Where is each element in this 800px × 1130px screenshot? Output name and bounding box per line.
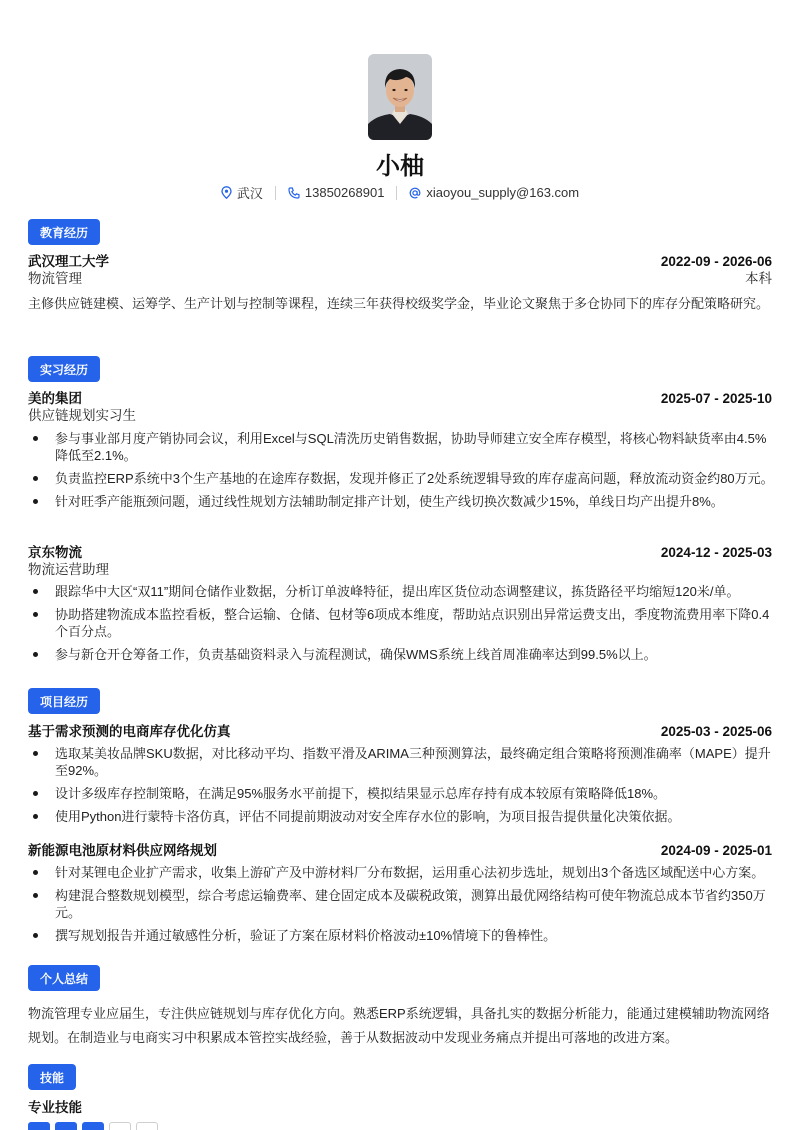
- summary-text: 物流管理专业应届生，专注供应链规划与库存优化方向。熟悉ERP系统逻辑，具备扎实的数据分析能力，能通过建模辅助物流网络规划。在制造业与电商实习中积累成本管控实战经验，善于从数据波动中发现业务痛点并提出可落地的改进方案。: [28, 1006, 770, 1045]
- list-item: 构建混合整数规划模型，综合考虑运输费率、建仓固定成本及碳税政策，测算出最优网络结构可使年物流总成本节省约350万元。: [28, 887, 774, 921]
- at-sign-icon: [409, 187, 421, 199]
- email-text[interactable]: xiaoyou_supply@163.com: [426, 185, 580, 200]
- internship-period: 2024-12 - 2025-03: [660, 545, 772, 560]
- internship-period: 2025-07 - 2025-10: [660, 391, 772, 406]
- skill-block-empty: [136, 1122, 158, 1130]
- contact-city: [209, 183, 275, 202]
- skill-block-filled: [28, 1122, 50, 1130]
- company-name: 美的集团: [28, 391, 82, 406]
- project-name: 基于需求预测的电商库存优化仿真: [28, 724, 231, 739]
- project-period: 2025-03 - 2025-06: [660, 724, 772, 739]
- education-description: 主修供应链建模、运筹学、生产计划与控制等课程，连续三年获得校级奖学金，毕业论文聚焦于多仓协同下的库存分配策略研究。: [28, 296, 770, 311]
- project-name: 新能源电池原材料供应网络规划: [28, 843, 217, 858]
- skills-header: [28, 1100, 772, 1116]
- internship-header: [28, 545, 772, 561]
- project-period: 2024-09 - 2025-01: [660, 843, 772, 858]
- city-text: 武汉: [236, 186, 263, 201]
- list-item: 负责监控ERP系统中3个生产基地的在途库存数据，发现并修正了2处系统逻辑导致的库存虚高问题，释放流动资金约80万元。: [28, 470, 774, 487]
- profile-photo: [368, 54, 432, 140]
- list-item: 选取某美妆品牌SKU数据，对比移动平均、指数平滑及ARIMA三种预测算法，最终确定组合策略将预测准确率（MAPE）提升至92%。: [28, 745, 774, 779]
- major: 物流管理: [28, 271, 82, 286]
- project-bullets: [28, 745, 774, 831]
- section-badge-internship: 实习经历: [28, 356, 100, 382]
- education-period: 2022-09 - 2026-06: [660, 254, 772, 269]
- internship-role: 供应链规划实习生: [28, 408, 136, 423]
- internship-bullets: [28, 430, 774, 516]
- internship-role: 物流运营助理: [28, 562, 109, 577]
- internship-role-row: [28, 562, 772, 578]
- list-item: 跟踪华中大区“双11”期间仓储作业数据，分析订单波峰特征，提出库区货位动态调整建议，拣货路径平均缩短120米/单。: [28, 583, 774, 600]
- location-pin-icon: [221, 186, 232, 199]
- internship-bullets: [28, 583, 774, 669]
- list-item: 参与新仓开仓筹备工作，负责基础资料录入与流程测试，确保WMS系统上线首周准确率达到99.5%以上。: [28, 646, 774, 663]
- school-name: 武汉理工大学: [28, 254, 109, 269]
- education-header: [28, 254, 772, 270]
- skills-subtitle: 专业技能: [28, 1100, 82, 1115]
- project-header: [28, 843, 772, 859]
- project-header: [28, 724, 772, 740]
- project-bullets: [28, 864, 774, 950]
- list-item: 设计多级库存控制策略，在满足95%服务水平前提下，模拟结果显示总库存持有成本较原有策略降低18%。: [28, 785, 774, 802]
- company-name: 京东物流: [28, 545, 82, 560]
- section-badge-skills: 技能: [28, 1064, 76, 1090]
- contact-phone: [276, 185, 397, 200]
- education-subheader: [28, 271, 772, 287]
- phone-text[interactable]: 13850268901: [304, 185, 385, 200]
- phone-icon: [288, 187, 300, 199]
- internship-header: [28, 391, 772, 407]
- list-item: 参与事业部月度产销协同会议，利用Excel与SQL清洗历史销售数据，协助导师建立安全库存模型，将核心物料缺货率由4.5%降低至2.1%。: [28, 430, 774, 464]
- skill-block-empty: [109, 1122, 131, 1130]
- degree: 本科: [745, 271, 772, 286]
- section-badge-education: 教育经历: [28, 219, 100, 245]
- skill-level-meter: [28, 1122, 158, 1130]
- contact-bar: [0, 183, 800, 202]
- list-item: 使用Python进行蒙特卡洛仿真，评估不同提前期波动对安全库存水位的影响，为项目报告提供量化决策依据。: [28, 808, 774, 825]
- skill-block-filled: [82, 1122, 104, 1130]
- candidate-name: 小柚: [376, 153, 424, 180]
- section-badge-projects: 项目经历: [28, 688, 100, 714]
- section-badge-summary: 个人总结: [28, 965, 100, 991]
- contact-email: [397, 185, 591, 200]
- list-item: 针对旺季产能瓶颈问题，通过线性规划方法辅助制定排产计划，使生产线切换次数减少15%，单线日均产出提升8%。: [28, 493, 774, 510]
- skill-block-filled: [55, 1122, 77, 1130]
- internship-role-row: [28, 408, 772, 424]
- list-item: 针对某锂电企业扩产需求，收集上游矿产及中游材料厂分布数据，运用重心法初步选址，规划出3个备选区域配送中心方案。: [28, 864, 774, 881]
- list-item: 撰写规划报告并通过敏感性分析，验证了方案在原材料价格波动±10%情境下的鲁棒性。: [28, 927, 774, 944]
- list-item: 协助搭建物流成本监控看板，整合运输、仓储、包材等6项成本维度，帮助站点识别出异常运费支出，季度物流费用率下降0.4个百分点。: [28, 606, 774, 640]
